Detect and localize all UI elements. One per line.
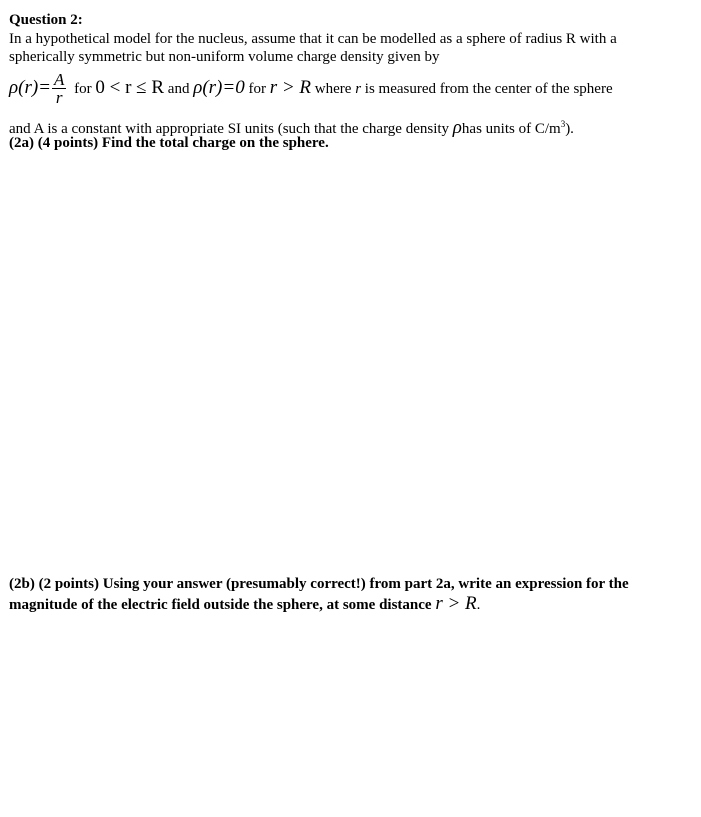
intro-line-2: spherically symmetric but non-uniform volume charge density given by [9,49,440,65]
charge-density-formula: ρ(r)= $\frac{A}{r}$ for 0 < r ≤ R and ρ(r)=0 for r > R where r is measured from the center of the sphere [9,70,613,108]
part-b-line-2: magnitude of the electric field outside the sphere, at some distance r > R. [9,593,481,614]
part-a: (2a) (4 points) Find the total charge on the sphere. [9,135,329,151]
constant-description: and A is a constant with appropriate SI units (such that the charge density ρhas units of $C/m^3$). [9,117,574,138]
question-title: Question 2: [9,12,83,28]
part-b-line-1: (2b) (2 points) Using your answer (presumably correct!) from part 2a, write an expression for the [9,576,629,592]
fraction: $\frac{A}{r}$ [54,70,65,108]
intro-line-1: In a hypothetical model for the nucleus, assume that it can be modelled as a sphere of radius R with a [9,31,617,47]
